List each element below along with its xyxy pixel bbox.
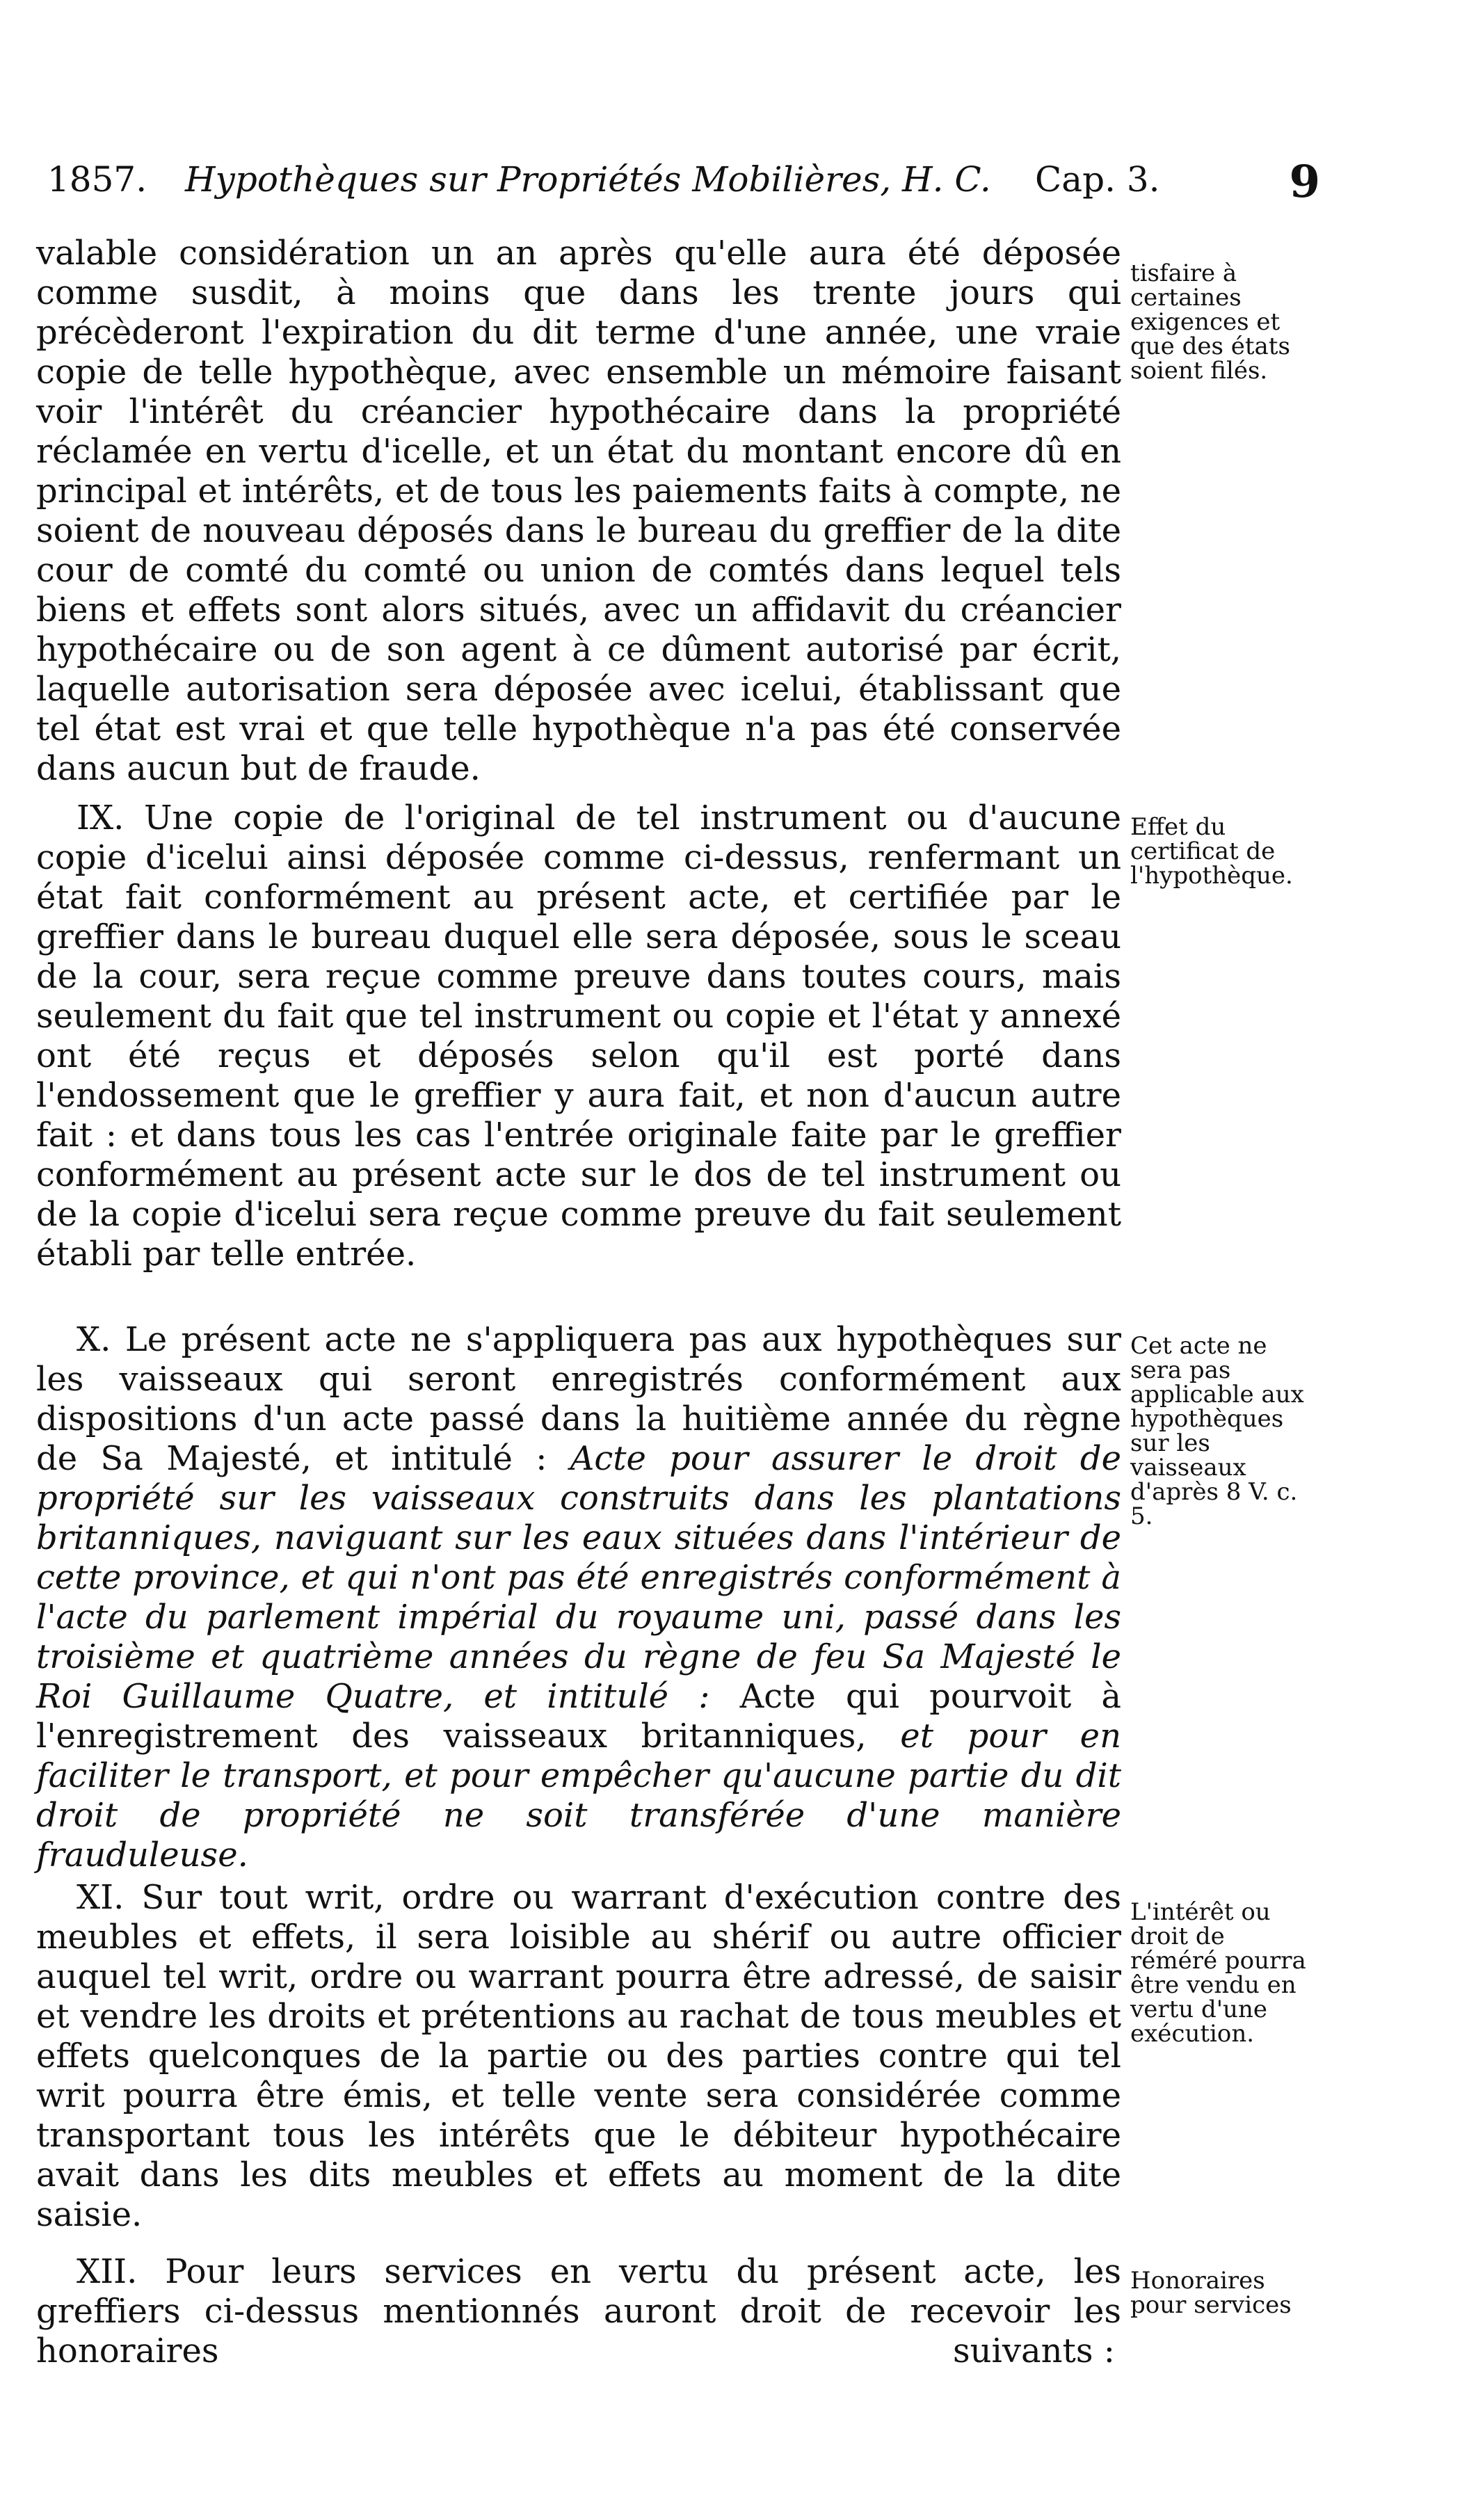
section-x-text-a: Le présent acte ne s'appliquera pas aux hypothèques sur les vaisseaux qui seront enregistrés conformément aux dispositions d'un acte passé dans la huitième année du règne de Sa Majesté, et intitulé :	[36, 1320, 1121, 1478]
margin-note-ix: Effet du certificat de l'hypothèque.	[1130, 813, 1293, 890]
margin-note-xi: L'intérêt ou droit de réméré pourra être vendu en vertu d'une exécution.	[1130, 1898, 1306, 2048]
section-xii-closing: suivants :	[953, 2332, 1115, 2370]
section-x-italic-b: et pour en faciliter le transport, et pour empêcher qu'aucune partie du dit droit de propriété ne soit transférée d'une manière frauduleuse.	[36, 1717, 1122, 1875]
section-xi-text: Sur tout writ, ordre ou warrant d'exécution contre des meubles et effets, il sera loisible au shérif ou autre officier auquel tel writ, ordre ou warrant pourra être adressé, de saisir et vendre les droits et prétentions au rachat de tous meubles et effets quelconques de la partie ou des parties contre qui tel writ pourra être émis, et telle vente sera considérée comme transportant tous les intérêts que le débiteur hypothécaire avait dans les dits meubles et effets au moment de la dite saisie.	[36, 1878, 1121, 2234]
section-x-italic-a: Acte pour assurer le droit de propriété sur les vaisseaux construits dans les plantations britanniques, naviguant sur les eaux situées dans l'intérieur de cette province, et qui n'ont pas été enregistrés conformément à l'acte du parlement impérial du royaume uni, passé dans les troisième et quatrième années du règne de feu Sa Majesté le Roi Guillaume Quatre, et intitulé :	[36, 1439, 1121, 1716]
section-x	[36, 1320, 1121, 1875]
section-xi	[36, 1878, 1121, 2235]
running-header	[47, 156, 1320, 221]
margin-note-continuation: tisfaire à certaines exigences et que des états soient filés.	[1130, 259, 1290, 385]
section-ix-text: Une copie de l'original de tel instrument ou d'aucune copie d'icelui ainsi déposée comme ci-dessus, renfermant un état fait conformément au présent acte, et certifiée par le greffier dans le bureau duquel elle sera déposée, sous le sceau de la cour, sera reçue comme preuve dans toutes cours, mais seulement du fait que tel instrument ou copie et l'état y annexé ont été reçus et déposés selon qu'il est porté dans l'endossement que le greffier y aura fait, et non d'aucun autre fait : et dans tous les cas l'entrée originale faite par le greffier conformément au présent acte sur le dos de tel instrument ou de la copie d'icelui sera reçue comme preuve du fait seulement établi par telle entrée.	[36, 798, 1121, 1274]
margin-note-xii: Honoraires pour services	[1130, 2267, 1292, 2319]
header-chapter: Cap. 3.	[1035, 159, 1160, 200]
continuation-paragraph	[36, 234, 1121, 789]
section-xi-paragraph	[36, 1878, 1121, 2235]
section-xii-text: Pour leurs services en vertu du présent acte, les greffiers ci-dessus mentionnés auront droit de recevoir les honoraires	[36, 2252, 1121, 2370]
section-x-number: X.	[77, 1320, 111, 1359]
page-number: 9	[1289, 156, 1320, 208]
section-xii-number: XII.	[77, 2252, 138, 2291]
header-title: Hypothèques sur Propriétés Mobilières, H. C.	[185, 159, 991, 200]
section-x-text-b: Acte qui pourvoit à l'enregistrement des vaisseaux britanniques,	[36, 1677, 1121, 1756]
section-ix-number: IX.	[77, 798, 125, 837]
header-year: 1857.	[47, 159, 147, 200]
section-ix	[36, 798, 1121, 1274]
margin-note-x: Cet acte ne sera pas applicable aux hypothèques sur les vaisseaux d'après 8 V. c. 5.	[1130, 1332, 1304, 1530]
section-ix-paragraph	[36, 798, 1121, 1274]
section-x-paragraph	[36, 1320, 1121, 1875]
section-xi-number: XI.	[77, 1878, 125, 1917]
continuation-text: valable considération un an après qu'elle aura été déposée comme susdit, à moins que dans les trente jours qui précèderont l'expiration du dit terme d'une année, une vraie copie de telle hypothèque, avec ensemble un mémoire faisant voir l'intérêt du créancier hypothécaire dans la propriété réclamée en vertu d'icelle, et un état du montant encore dû en principal et intérêts, et de tous les paiements faits à compte, ne soient de nouveau déposés dans le bureau du greffier de la dite cour de comté du comté ou union de comtés dans lequel tels biens et effets sont alors situés, avec un affidavit du créancier hypothécaire ou de son agent à ce dûment autorisé par écrit, laquelle autorisation sera déposée avec icelui, établissant que tel état est vrai et que telle hypothèque n'a pas été conservée dans aucun but de fraude.	[36, 234, 1121, 788]
